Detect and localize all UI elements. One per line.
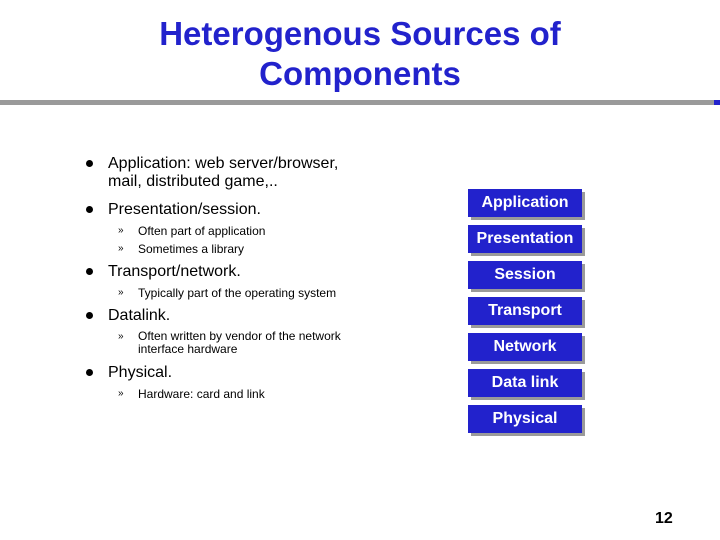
sub-bullet-item: [118, 329, 341, 356]
sub-bullet-text: Hardware: card and link: [138, 387, 265, 401]
bullet-dot-icon: [86, 369, 93, 376]
bullet-dot-icon: [86, 312, 93, 319]
sub-bullet-item: [118, 286, 337, 300]
chevron-right-icon: »: [118, 388, 124, 399]
layer-session: Session: [468, 261, 582, 289]
bullet-item-transport-network: [108, 263, 241, 281]
layer-presentation: Presentation: [468, 225, 582, 253]
bullet-text-line: Presentation/session.: [108, 201, 261, 218]
slide-title-line-1: Heterogenous Sources of: [159, 15, 561, 52]
layer-network: Network: [468, 333, 582, 361]
bullet-item-presentation-session: [108, 201, 261, 219]
sub-bullet-item: [118, 224, 266, 238]
layer-data-link: Data link: [468, 369, 582, 397]
bullet-text-line: Physical.: [108, 364, 173, 381]
bullet-text-line: Datalink.: [108, 307, 171, 324]
sub-bullet-item: [118, 242, 245, 256]
bullet-text-line: Application: web server/browser,: [108, 155, 339, 172]
layer-physical: Physical: [468, 405, 582, 433]
layer-transport: Transport: [468, 297, 582, 325]
bullet-item-physical: [108, 364, 172, 382]
chevron-right-icon: »: [118, 287, 124, 298]
layer-application: Application: [468, 189, 582, 217]
sub-bullet-item: [118, 387, 265, 401]
chevron-right-icon: »: [118, 331, 124, 342]
sub-bullet-text: Typically part of the operating system: [138, 286, 337, 300]
bullet-dot-icon: [86, 160, 93, 167]
chevron-right-icon: »: [118, 225, 124, 236]
bullet-dot-icon: [86, 206, 93, 213]
bullet-item-application: [108, 155, 338, 191]
bullet-text-line: mail, distributed game,..: [108, 173, 278, 190]
bullet-item-datalink: [108, 307, 170, 325]
sub-bullet-text: Sometimes a library: [138, 242, 245, 256]
chevron-right-icon: »: [118, 243, 124, 254]
bullet-text-line: Transport/network.: [108, 263, 241, 280]
sub-bullet-text: Often written by vendor of the network: [138, 329, 341, 343]
slide-title-line-2: Components: [259, 55, 461, 92]
sub-bullet-text: Often part of application: [138, 224, 266, 238]
bullet-dot-icon: [86, 268, 93, 275]
sub-bullet-text: interface hardware: [138, 342, 238, 356]
divider-blue-tip: [714, 100, 720, 105]
page-number: 12: [655, 510, 673, 527]
